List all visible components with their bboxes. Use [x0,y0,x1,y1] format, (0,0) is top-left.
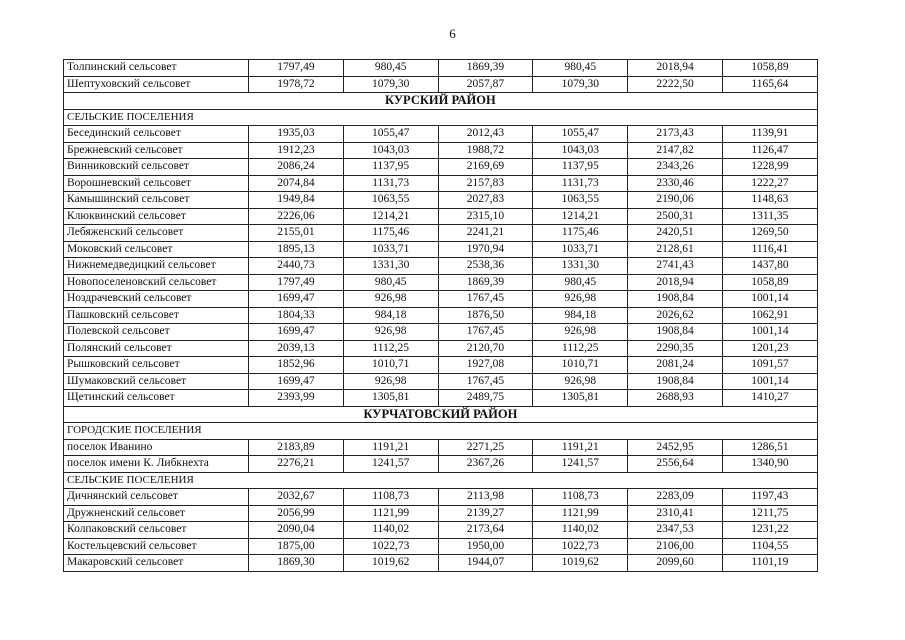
settlement-name: Костельцевский сельсовет [64,538,249,555]
value-cell: 1010,71 [533,357,628,374]
value-cell: 926,98 [533,291,628,308]
value-cell: 1331,30 [533,258,628,275]
value-cell: 1116,41 [722,241,817,258]
value-cell: 1140,02 [533,522,628,539]
value-cell: 1767,45 [438,324,533,341]
value-cell: 1241,57 [533,456,628,473]
value-cell: 2538,36 [438,258,533,275]
value-cell: 1063,55 [343,192,438,209]
settlement-name: Колпаковский сельсовет [64,522,249,539]
value-cell: 2276,21 [249,456,344,473]
tariff-table-body [64,60,818,572]
settlement-name: Ноздрачевский сельсовет [64,291,249,308]
value-cell: 2113,98 [438,489,533,506]
value-cell: 926,98 [343,291,438,308]
value-cell: 1019,62 [343,555,438,572]
value-cell: 926,98 [533,324,628,341]
value-cell: 1211,75 [722,505,817,522]
value-cell: 1091,57 [722,357,817,374]
section-header-row [64,472,818,489]
value-cell: 1137,95 [533,159,628,176]
value-cell: 2074,84 [249,175,344,192]
value-cell: 1101,19 [722,555,817,572]
value-cell: 1311,35 [722,208,817,225]
value-cell: 1767,45 [438,291,533,308]
table-row [64,324,818,341]
value-cell: 1201,23 [722,340,817,357]
table-row [64,258,818,275]
value-cell: 2290,35 [628,340,723,357]
table-row [64,373,818,390]
page-number: 6 [449,26,456,41]
value-cell: 2343,26 [628,159,723,176]
value-cell: 2271,25 [438,439,533,456]
value-cell: 1305,81 [533,390,628,407]
section-title: ГОРОДСКИЕ ПОСЕЛЕНИЯ [64,423,818,440]
value-cell: 2222,50 [628,76,723,93]
settlement-name: Клюквинский сельсовет [64,208,249,225]
value-cell: 1869,39 [438,60,533,77]
value-cell: 1437,80 [722,258,817,275]
value-cell: 1043,03 [533,142,628,159]
value-cell: 2452,95 [628,439,723,456]
value-cell: 1988,72 [438,142,533,159]
value-cell: 1944,07 [438,555,533,572]
value-cell: 1908,84 [628,373,723,390]
value-cell: 1241,57 [343,456,438,473]
value-cell: 2106,00 [628,538,723,555]
value-cell: 2086,24 [249,159,344,176]
value-cell: 2018,94 [628,274,723,291]
value-cell: 1033,71 [533,241,628,258]
settlement-name: Дичнянский сельсовет [64,489,249,506]
settlement-name: поселок Иванино [64,439,249,456]
settlement-name: Камышинский сельсовет [64,192,249,209]
settlement-name: Толпинский сельсовет [64,60,249,77]
value-cell: 2393,99 [249,390,344,407]
value-cell: 1022,73 [343,538,438,555]
value-cell: 2741,43 [628,258,723,275]
value-cell: 1869,39 [438,274,533,291]
value-cell: 1935,03 [249,126,344,143]
value-cell: 2183,89 [249,439,344,456]
value-cell: 2026,62 [628,307,723,324]
table-row [64,439,818,456]
table-row [64,192,818,209]
value-cell: 1121,99 [343,505,438,522]
section-title: СЕЛЬСКИЕ ПОСЕЛЕНИЯ [64,472,818,489]
value-cell: 2157,83 [438,175,533,192]
value-cell: 2128,61 [628,241,723,258]
value-cell: 1108,73 [533,489,628,506]
value-cell: 2173,43 [628,126,723,143]
table-row [64,357,818,374]
table-row [64,307,818,324]
value-cell: 1140,02 [343,522,438,539]
value-cell: 1191,21 [343,439,438,456]
value-cell: 2090,04 [249,522,344,539]
value-cell: 1055,47 [533,126,628,143]
value-cell: 1175,46 [533,225,628,242]
value-cell: 1148,63 [722,192,817,209]
value-cell: 1908,84 [628,291,723,308]
settlement-name: Дружненский сельсовет [64,505,249,522]
district-title: КУРЧАТОВСКИЙ РАЙОН [64,406,818,423]
value-cell: 1876,50 [438,307,533,324]
value-cell: 1875,00 [249,538,344,555]
value-cell: 1978,72 [249,76,344,93]
table-row [64,489,818,506]
value-cell: 1197,43 [722,489,817,506]
settlement-name: Лебяженский сельсовет [64,225,249,242]
section-title: СЕЛЬСКИЕ ПОСЕЛЕНИЯ [64,109,818,126]
value-cell: 984,18 [533,307,628,324]
table-row [64,241,818,258]
table-row [64,538,818,555]
value-cell: 1214,21 [343,208,438,225]
value-cell: 1797,49 [249,274,344,291]
value-cell: 980,45 [533,274,628,291]
table-row [64,225,818,242]
value-cell: 1112,25 [533,340,628,357]
value-cell: 1112,25 [343,340,438,357]
value-cell: 1852,96 [249,357,344,374]
value-cell: 2556,64 [628,456,723,473]
value-cell: 2241,21 [438,225,533,242]
table-row [64,60,818,77]
table-row [64,208,818,225]
value-cell: 1033,71 [343,241,438,258]
value-cell: 2099,60 [628,555,723,572]
value-cell: 1869,30 [249,555,344,572]
value-cell: 1010,71 [343,357,438,374]
value-cell: 1305,81 [343,390,438,407]
value-cell: 1269,50 [722,225,817,242]
value-cell: 2139,27 [438,505,533,522]
settlement-name: Полевской сельсовет [64,324,249,341]
value-cell: 1286,51 [722,439,817,456]
value-cell: 1022,73 [533,538,628,555]
value-cell: 2283,09 [628,489,723,506]
value-cell: 926,98 [533,373,628,390]
settlement-name: Шумаковский сельсовет [64,373,249,390]
value-cell: 1062,91 [722,307,817,324]
value-cell: 1912,23 [249,142,344,159]
value-cell: 1895,13 [249,241,344,258]
value-cell: 1970,94 [438,241,533,258]
value-cell: 1231,22 [722,522,817,539]
value-cell: 926,98 [343,324,438,341]
value-cell: 1908,84 [628,324,723,341]
value-cell: 2027,83 [438,192,533,209]
value-cell: 926,98 [343,373,438,390]
value-cell: 1331,30 [343,258,438,275]
value-cell: 1699,47 [249,324,344,341]
table-row [64,555,818,572]
table-row [64,456,818,473]
value-cell: 1019,62 [533,555,628,572]
table-row [64,291,818,308]
value-cell: 2330,46 [628,175,723,192]
settlement-name: Пашковский сельсовет [64,307,249,324]
value-cell: 2057,87 [438,76,533,93]
settlement-name: Щетинский сельсовет [64,390,249,407]
settlement-name: Шептуховский сельсовет [64,76,249,93]
settlement-name: Бесединский сельсовет [64,126,249,143]
value-cell: 1949,84 [249,192,344,209]
value-cell: 1079,30 [533,76,628,93]
value-cell: 1001,14 [722,324,817,341]
district-header-row [64,406,818,423]
settlement-name: Ворошневский сельсовет [64,175,249,192]
value-cell: 2056,99 [249,505,344,522]
value-cell: 1137,95 [343,159,438,176]
value-cell: 2081,24 [628,357,723,374]
value-cell: 1699,47 [249,373,344,390]
table-row [64,175,818,192]
value-cell: 1175,46 [343,225,438,242]
settlement-name: Винниковский сельсовет [64,159,249,176]
value-cell: 1340,90 [722,456,817,473]
value-cell: 1797,49 [249,60,344,77]
value-cell: 1121,99 [533,505,628,522]
value-cell: 2032,67 [249,489,344,506]
settlement-name: Макаровский сельсовет [64,555,249,572]
value-cell: 2440,73 [249,258,344,275]
table-row [64,522,818,539]
value-cell: 2173,64 [438,522,533,539]
value-cell: 2018,94 [628,60,723,77]
value-cell: 1410,27 [722,390,817,407]
value-cell: 2190,06 [628,192,723,209]
settlement-name: Полянский сельсовет [64,340,249,357]
value-cell: 1104,55 [722,538,817,555]
settlement-name: Моковский сельсовет [64,241,249,258]
value-cell: 1001,14 [722,373,817,390]
value-cell: 2347,53 [628,522,723,539]
value-cell: 1214,21 [533,208,628,225]
value-cell: 2120,70 [438,340,533,357]
value-cell: 980,45 [343,60,438,77]
value-cell: 1222,27 [722,175,817,192]
settlement-name: Нижнемедведицкий сельсовет [64,258,249,275]
settlement-name: Брежневский сельсовет [64,142,249,159]
value-cell: 1001,14 [722,291,817,308]
value-cell: 2500,31 [628,208,723,225]
value-cell: 1131,73 [343,175,438,192]
value-cell: 2147,82 [628,142,723,159]
district-title: КУРСКИЙ РАЙОН [64,93,818,110]
value-cell: 1699,47 [249,291,344,308]
value-cell: 1950,00 [438,538,533,555]
value-cell: 1055,47 [343,126,438,143]
value-cell: 980,45 [343,274,438,291]
tariff-table [63,59,818,572]
value-cell: 2367,26 [438,456,533,473]
value-cell: 1228,99 [722,159,817,176]
table-row [64,390,818,407]
value-cell: 1063,55 [533,192,628,209]
value-cell: 1079,30 [343,76,438,93]
value-cell: 1767,45 [438,373,533,390]
value-cell: 2310,41 [628,505,723,522]
value-cell: 1804,33 [249,307,344,324]
table-row [64,76,818,93]
value-cell: 980,45 [533,60,628,77]
table-row [64,340,818,357]
value-cell: 2226,06 [249,208,344,225]
value-cell: 1108,73 [343,489,438,506]
value-cell: 2012,43 [438,126,533,143]
value-cell: 2489,75 [438,390,533,407]
value-cell: 1126,47 [722,142,817,159]
settlement-name: поселок имени К. Либкнехта [64,456,249,473]
table-row [64,505,818,522]
settlement-name: Рышковский сельсовет [64,357,249,374]
table-row [64,126,818,143]
table-row [64,142,818,159]
value-cell: 2169,69 [438,159,533,176]
value-cell: 1165,64 [722,76,817,93]
value-cell: 1191,21 [533,439,628,456]
value-cell: 2688,93 [628,390,723,407]
value-cell: 2039,13 [249,340,344,357]
value-cell: 1131,73 [533,175,628,192]
table-row [64,159,818,176]
value-cell: 2315,10 [438,208,533,225]
value-cell: 1058,89 [722,274,817,291]
value-cell: 2420,51 [628,225,723,242]
district-header-row [64,93,818,110]
table-row [64,274,818,291]
value-cell: 1139,91 [722,126,817,143]
section-header-row [64,423,818,440]
settlement-name: Новопоселеновский сельсовет [64,274,249,291]
value-cell: 1927,08 [438,357,533,374]
value-cell: 984,18 [343,307,438,324]
value-cell: 1043,03 [343,142,438,159]
value-cell: 1058,89 [722,60,817,77]
value-cell: 2155,01 [249,225,344,242]
section-header-row [64,109,818,126]
